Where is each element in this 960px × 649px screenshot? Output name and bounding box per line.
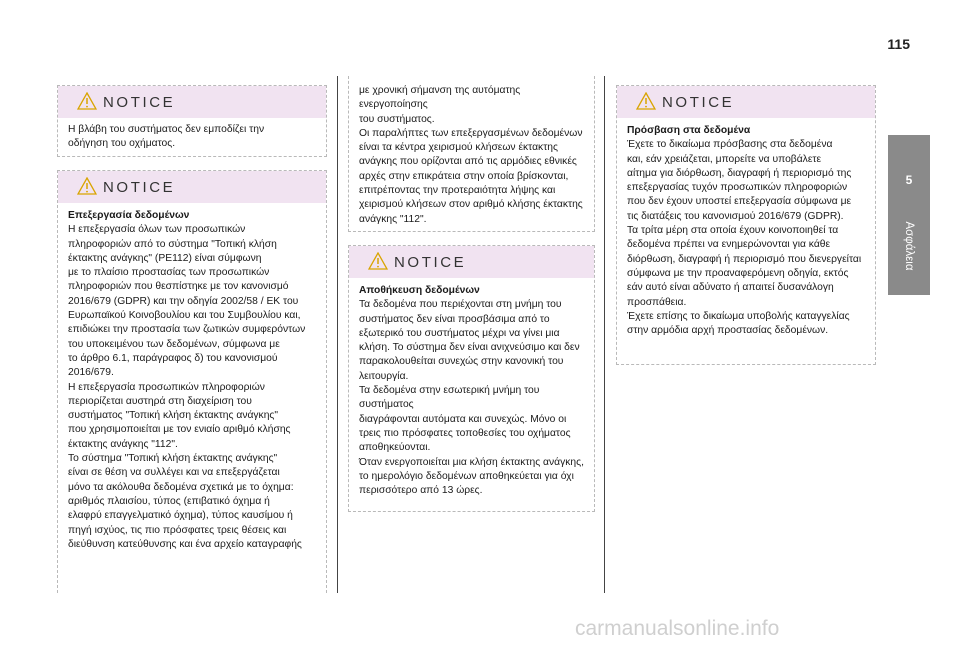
notice-line: του υποκειμένου των δεδομένων, σύμφωνα με <box>68 338 280 350</box>
notice-line: επεξεργασίας τυχόν προσωπικών πληροφοριών <box>627 182 848 194</box>
notice-header <box>349 246 594 278</box>
notice-line: σύμφωνα με την προαναφερόμενη οδηγία, εκτός <box>627 267 849 279</box>
notice-body <box>58 203 326 560</box>
warning-triangle-icon <box>77 92 97 110</box>
notice-box <box>348 245 595 512</box>
notice-line: χειρισμού κλήσεων στον αριθμό κλήσης έκτακτης <box>359 199 583 211</box>
notice-line: έκτακτης ανάγκης" (PE112) είναι σύμφωνη <box>68 252 262 264</box>
column-divider <box>337 76 338 593</box>
notice-line: αρχές στην επικράτεια στην οποία βρίσκονται, <box>359 170 569 182</box>
warning-triangle-icon <box>636 92 656 110</box>
notice-line: Έχετε το δικαίωμα πρόσβασης στα δεδομένα <box>627 139 833 151</box>
notice-heading: Αποθήκευση δεδομένων <box>359 285 480 296</box>
notice-line: του συστήματος. <box>359 113 435 125</box>
notice-heading: Επεξεργασία δεδομένων <box>68 210 190 221</box>
notice-line: Οι παραλήπτες των επεξεργασμένων δεδομένων <box>359 127 583 139</box>
notice-line: δεδομένα πρέπει να ενημερώνονται για κάθε <box>627 239 831 251</box>
notice-header <box>617 86 875 118</box>
notice-line: εξωτερικό του συστήματος μέχρι να γίνει μια <box>359 327 560 339</box>
notice-body <box>349 76 594 235</box>
notice-heading: Πρόσβαση στα δεδομένα <box>627 125 751 136</box>
notice-line: ανάγκης "112". <box>359 213 427 225</box>
page-number: 115 <box>887 36 910 52</box>
notice-line: Τα δεδομένα που περιέχονται στη μνήμη του <box>359 299 562 311</box>
notice-line: με χρονική σήμανση της αυτόματης ενεργοποίησης <box>359 85 521 111</box>
warning-triangle-icon <box>77 177 97 195</box>
notice-line: έκτακτης ανάγκης "112". <box>68 438 178 450</box>
notice-line: εάν αυτό είναι αδύνατο ή απαιτεί δυσανάλογη <box>627 282 834 294</box>
notice-title: NOTICE <box>103 179 176 196</box>
notice-box <box>616 85 876 365</box>
column-divider <box>604 76 605 593</box>
warning-triangle-icon <box>368 252 388 270</box>
notice-line: Το σύστημα "Τοπική κλήση έκτακτης ανάγκης" <box>68 453 278 465</box>
notice-line: είναι σε θέση να συλλέγει και να επεξεργάζεται <box>68 467 280 479</box>
chapter-label: Ασφάλεια <box>903 221 915 271</box>
notice-line: και, εάν χρειάζεται, μπορείτε να υποβάλετε <box>627 153 822 165</box>
notice-line: με το πλαίσιο προστασίας των προσωπικών <box>68 267 270 279</box>
notice-line: που δεν έχουν υποστεί επεξεργασία σύμφωνα με <box>627 196 852 208</box>
notice-line: διόρθωση, διαγραφή ή περιορισμό που διενεργείται <box>627 253 862 265</box>
notice-line: συστήματος δεν είναι προσβάσιμα από το <box>359 313 550 325</box>
notice-line: πηγή ισχύος, τις πιο πρόσφατες τρεις θέσεις και <box>68 524 287 536</box>
notice-line: παρακολουθείται συνεχώς στην κανονική του <box>359 356 564 368</box>
notice-box <box>57 170 327 593</box>
notice-line: οδήγηση του οχήματος. <box>68 138 176 150</box>
chapter-tab[interactable] <box>888 135 930 295</box>
notice-header <box>58 86 326 118</box>
notice-line: πληροφοριών από το σύστημα "Τοπική κλήση <box>68 238 277 250</box>
notice-line: Όταν ενεργοποιείται μια κλήση έκτακτης ανάγκης, <box>359 456 584 468</box>
notice-line: Η επεξεργασία προσωπικών πληροφοριών <box>68 381 265 393</box>
notice-line: το άρθρο 6.1, παράγραφος δ) του κανονισμού <box>68 352 278 364</box>
notice-line: Τα δεδομένα στην εσωτερική μνήμη του συστήματος <box>359 385 540 411</box>
notice-line: συστήματος "Τοπική κλήση έκτακτης ανάγκης" <box>68 410 279 422</box>
notice-line: που χρησιμοποιείται με τον ενιαίο αριθμό κλήσης <box>68 424 291 436</box>
notice-body <box>617 118 875 346</box>
notice-line: προσπάθεια. <box>627 296 687 308</box>
notice-line: στην αρμόδια αρχή προστασίας δεδομένων. <box>627 325 829 337</box>
notice-line: περισσότερο από 13 ώρες. <box>359 485 483 497</box>
notice-line: 2016/679 (GDPR) και την οδηγία 2002/58 / ΕΚ του <box>68 295 299 307</box>
chapter-number: 5 <box>905 173 913 187</box>
notice-title: NOTICE <box>103 94 176 111</box>
notice-line: τρεις πιο πρόσφατες τοποθεσίες του οχήματος <box>359 427 571 439</box>
notice-line: περιορίζεται αυστηρά στη διαχείριση του <box>68 395 252 407</box>
notice-line: Η επεξεργασία όλων των προσωπικών <box>68 224 246 236</box>
notice-line: επιδιώκει την προστασία των ζωτικών συμφερόντων <box>68 324 306 336</box>
notice-box-continuation <box>348 76 595 232</box>
notice-body <box>349 278 594 506</box>
notice-line: πληροφοριών που θεσπίστηκε με τον κανονισμό <box>68 281 289 293</box>
notice-line: επιτρέποντας την προτεραιότητα λήψης και <box>359 185 556 197</box>
notice-line: λειτουργία. <box>359 370 409 382</box>
notice-title: NOTICE <box>662 94 735 111</box>
notice-line: αριθμός πλαισίου, τύπος (επιβατικό όχημα ή <box>68 495 270 507</box>
notice-line: διαγράφονται αυτόματα και συνεχώς. Μόνο οι <box>359 413 567 425</box>
notice-line: αποθηκεύονται. <box>359 442 431 454</box>
watermark: carmanualsonline.info <box>575 617 780 640</box>
notice-line: Η βλάβη του συστήματος δεν εμποδίζει την <box>68 124 265 135</box>
notice-line: διεύθυνση κατεύθυνσης και ένα αρχείο καταγραφής <box>68 538 302 550</box>
notice-line: Έχετε επίσης το δικαίωμα υποβολής καταγγελίας <box>627 310 850 322</box>
notice-line: μόνο τα ακόλουθα δεδομένα σχετικά με το όχημα: <box>68 481 294 493</box>
notice-line: το ημερολόγιο δεδομένων αποθηκεύεται για όχι <box>359 470 574 482</box>
notice-line: Ευρωπαϊκού Κοινοβουλίου και του Συμβουλίου και, <box>68 310 301 322</box>
notice-line: κλήση. Το σύστημα δεν είναι ανιχνεύσιμο και δεν <box>359 342 580 354</box>
notice-line: ελαφρύ επαγγελματικό όχημα), τύπος καυσίμου ή <box>68 510 293 522</box>
notice-line: Τα τρίτα μέρη στα οποία έχουν κοινοποιηθεί τα <box>627 225 839 237</box>
notice-header <box>58 171 326 203</box>
notice-line: ανάγκης που ορίζονται από τις αρμόδιες εθνικές <box>359 156 577 168</box>
notice-line: αίτημα για διόρθωση, διαγραφή ή περιορισμό της <box>627 167 852 179</box>
notice-line: είναι τα κέντρα χειρισμού κλήσεων έκτακτης <box>359 142 558 154</box>
notice-line: τις διατάξεις του κανονισμού 2016/679 (GDPR). <box>627 210 844 222</box>
notice-body <box>58 118 326 160</box>
notice-title: NOTICE <box>394 254 467 271</box>
notice-line: 2016/679. <box>68 367 114 379</box>
notice-box <box>57 85 327 157</box>
